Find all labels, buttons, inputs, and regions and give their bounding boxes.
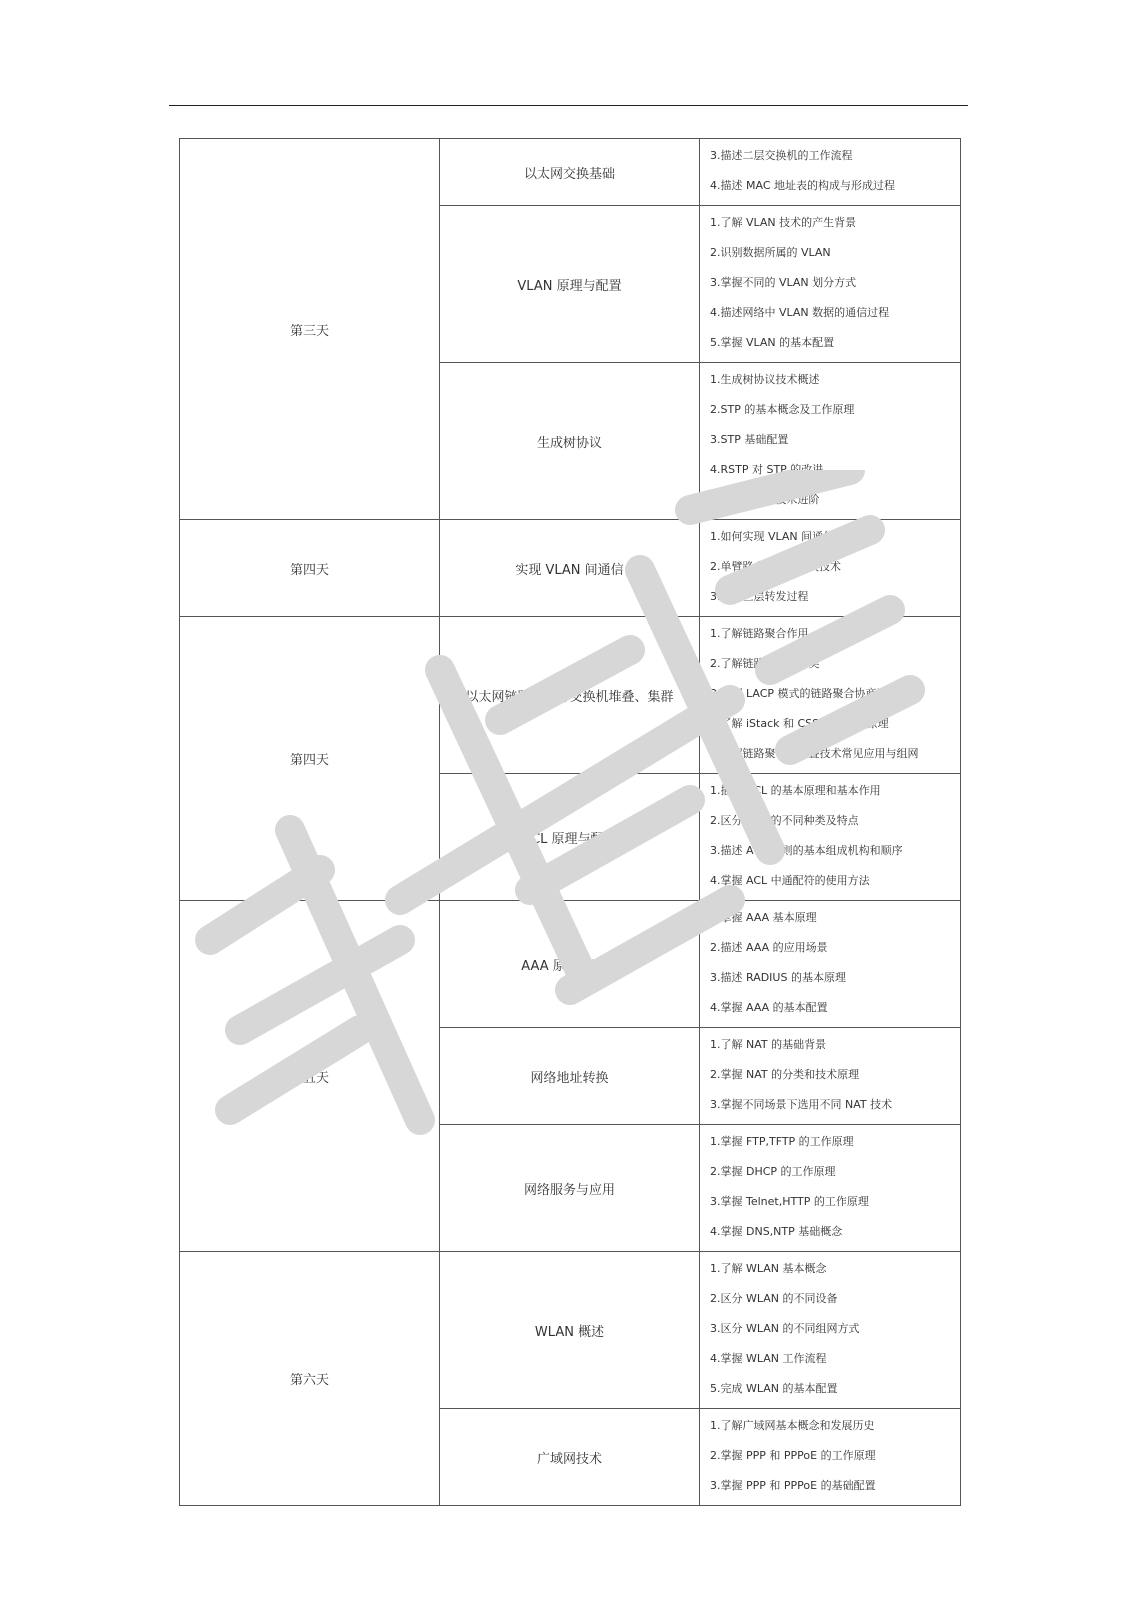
list-item: 1.了解 NAT 的基础背景 [710,1038,827,1051]
module-points-cell [700,617,961,774]
table-row [180,901,961,1028]
module-points-cell [700,139,961,206]
list-item: 3.报文三层转发过程 [710,590,809,603]
list-item: 1.了解链路聚合作用 [710,627,809,640]
list-item: 4.掌握 ACL 中通配符的使用方法 [710,874,870,887]
header-rule [169,105,968,106]
module-name: 以太网链路聚合与交换机堆叠、集群 [440,617,700,774]
list-item: 3.掌握不同的 VLAN 划分方式 [710,276,857,289]
module-points-cell [700,901,961,1028]
day-cell: 第三天 [180,139,440,520]
list-item: 3.STP 基础配置 [710,433,789,446]
list-item: 4.描述 MAC 地址表的构成与形成过程 [710,179,895,192]
points-list [700,1252,960,1408]
module-points-cell [700,774,961,901]
list-item: 3.掌握 Telnet,HTTP 的工作原理 [710,1195,869,1208]
points-list [700,901,960,1027]
list-item: 2.掌握 PPP 和 PPPoE 的工作原理 [710,1449,876,1462]
points-list [700,139,960,205]
points-list [700,1028,960,1124]
module-name: VLAN 原理与配置 [440,206,700,363]
points-list [700,363,960,519]
list-item: 3.描述 ACL 规则的基本组成机构和顺序 [710,844,903,857]
module-name: 生成树协议 [440,363,700,520]
module-points-cell [700,1409,961,1506]
table-row [180,617,961,774]
list-item: 1.描述 ACL 的基本原理和基本作用 [710,784,881,797]
list-item: 4.RSTP 对 STP 的改进 [710,463,824,476]
list-item: 2.区分 WLAN 的不同设备 [710,1292,838,1305]
module-points-cell [700,520,961,617]
list-item: 2.描述 AAA 的应用场景 [710,941,828,954]
module-points-cell [700,1125,961,1252]
module-name: 实现 VLAN 间通信 [440,520,700,617]
points-list [700,774,960,900]
list-item: 1.了解 VLAN 技术的产生背景 [710,216,857,229]
module-name: 广域网技术 [440,1409,700,1506]
list-item: 2.STP 的基本概念及工作原理 [710,403,855,416]
module-name: WLAN 概述 [440,1252,700,1409]
list-item: 5.掌握 VLAN 的基本配置 [710,336,835,349]
module-points-cell [700,1028,961,1125]
list-item: 3.理解 LACP 模式的链路聚合协商过程 [710,687,899,700]
day-cell: 第五天 [180,901,440,1252]
points-list [700,520,960,616]
list-item: 3.掌握不同场景下选用不同 NAT 技术 [710,1098,893,1111]
day-cell: 第四天 [180,617,440,901]
day-cell: 第六天 [180,1252,440,1506]
points-list [700,617,960,773]
list-item: 2.掌握 DHCP 的工作原理 [710,1165,836,1178]
list-item: 4.掌握 AAA 的基本配置 [710,1001,828,1014]
module-points-cell [700,206,961,363]
list-item: 1.了解广域网基本概念和发展历史 [710,1419,875,1432]
list-item: 1.掌握 FTP,TFTP 的工作原理 [710,1135,854,1148]
list-item: 3.描述 RADIUS 的基本原理 [710,971,846,984]
list-item: 4.描述网络中 VLAN 数据的通信过程 [710,306,890,319]
module-points-cell [700,1252,961,1409]
list-item: 2.识别数据所属的 VLAN [710,246,831,259]
list-item: 1.生成树协议技术概述 [710,373,820,386]
list-item: 5.生成树协议技术进阶 [710,493,820,506]
module-name: 网络服务与应用 [440,1125,700,1252]
day-cell: 第四天 [180,520,440,617]
module-name: 以太网交换基础 [440,139,700,206]
list-item: 4.了解 iStack 和 CSS 的优点与原理 [710,717,889,730]
points-list [700,206,960,362]
module-points-cell [700,363,961,520]
list-item: 1.如何实现 VLAN 间通信 [710,530,835,543]
points-list [700,1125,960,1251]
list-item: 2.区分 ACL 的不同种类及特点 [710,814,859,827]
module-name: ACL 原理与配置 [440,774,700,901]
schedule-body [180,139,961,1506]
list-item: 2.掌握 NAT 的分类和技术原理 [710,1068,860,1081]
list-item: 3.描述二层交换机的工作流程 [710,149,853,162]
list-item: 5.了解链路聚合与堆叠技术常见应用与组网 [710,747,919,760]
module-name: 网络地址转换 [440,1028,700,1125]
table-row [180,520,961,617]
list-item: 5.完成 WLAN 的基本配置 [710,1382,838,1395]
points-list [700,1409,960,1505]
table-row [180,139,961,206]
list-item: 3.掌握 PPP 和 PPPoE 的基础配置 [710,1479,876,1492]
list-item: 1.了解 WLAN 基本概念 [710,1262,827,1275]
list-item: 2.单臂路由、3 层交换技术 [710,560,841,573]
list-item: 2.了解链路聚合的分类 [710,657,820,670]
schedule-table [179,138,961,1506]
list-item: 4.掌握 DNS,NTP 基础概念 [710,1225,843,1238]
module-name: AAA 原理与配置 [440,901,700,1028]
table-row [180,1252,961,1409]
list-item: 3.区分 WLAN 的不同组网方式 [710,1322,860,1335]
list-item: 1.掌握 AAA 基本原理 [710,911,817,924]
list-item: 4.掌握 WLAN 工作流程 [710,1352,827,1365]
